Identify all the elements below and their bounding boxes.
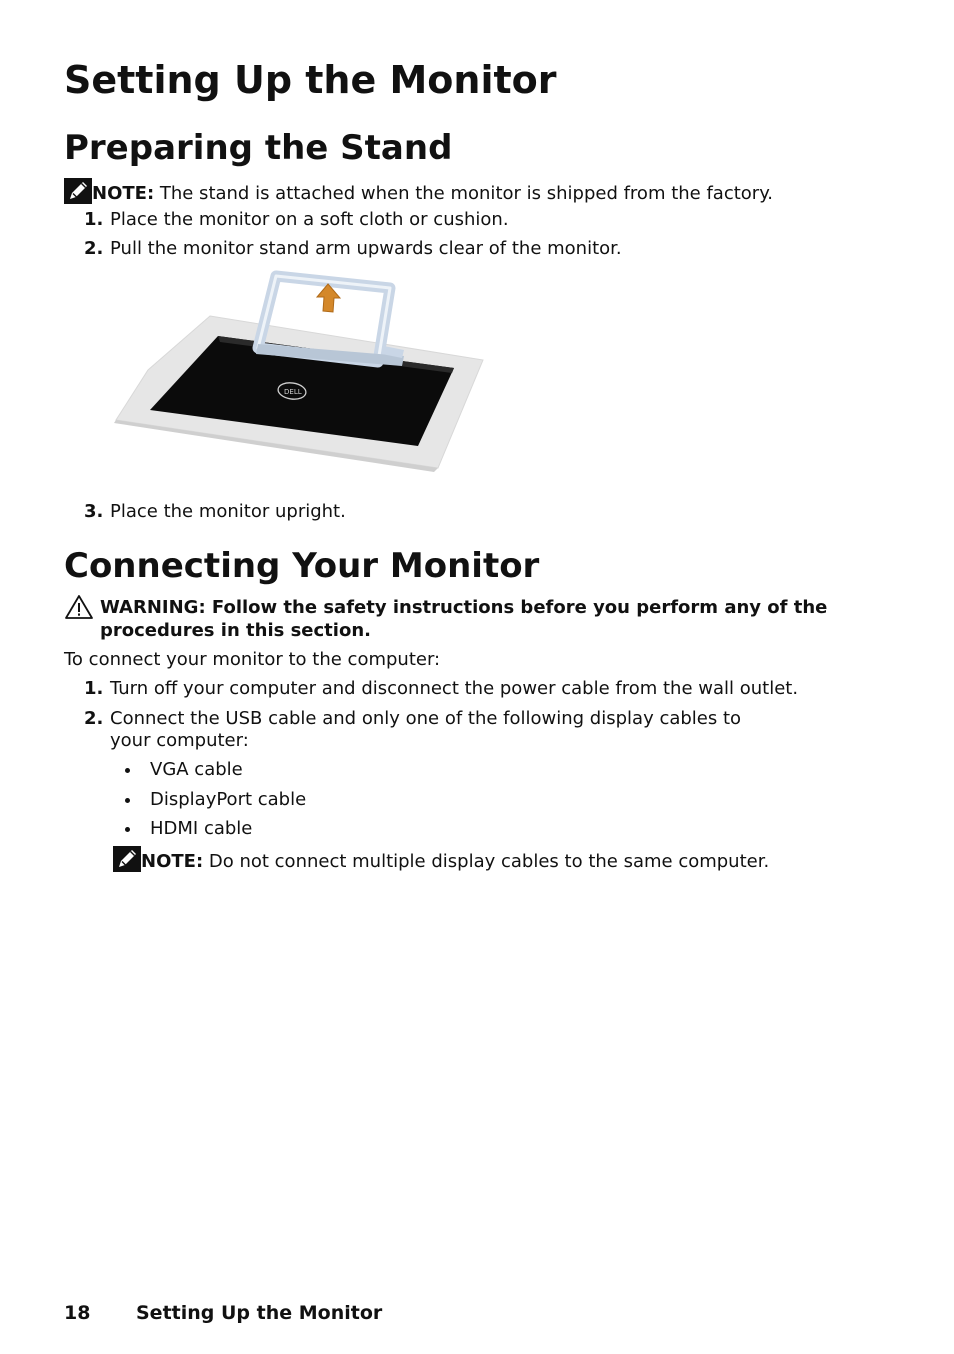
section-heading-preparing-stand: Preparing the Stand: [64, 128, 453, 168]
page-number: 18: [64, 1302, 91, 1324]
warning-triangle-icon: [64, 594, 94, 620]
step-item: [84, 500, 103, 523]
pencil-note-icon: [113, 846, 141, 872]
note-label: NOTE:: [141, 851, 204, 872]
step-text-line-2: your computer:: [110, 730, 249, 751]
step-number: 2.: [84, 708, 104, 729]
dell-logo-icon: DELL: [284, 388, 302, 396]
step-number: 1.: [84, 209, 104, 230]
pencil-note-icon: [64, 178, 92, 204]
note-label: NOTE:: [92, 183, 155, 204]
note-multiple-cables: [113, 846, 769, 873]
warning-line-2: procedures in this section.: [100, 620, 371, 641]
bullet-icon: [125, 798, 130, 803]
step-item: [84, 677, 103, 700]
bullet-icon: [125, 827, 130, 832]
step-text: Turn off your computer and disconnect the power cable from the wall outlet.: [110, 678, 799, 699]
footer-title: Setting Up the Monitor: [136, 1302, 383, 1324]
step-text: Place the monitor upright.: [110, 501, 346, 522]
warning-line-1: WARNING: Follow the safety instructions before you perform any of the: [100, 597, 828, 618]
step-text: Pull the monitor stand arm upwards clear of the monitor.: [110, 238, 622, 259]
step-number: 3.: [84, 501, 104, 522]
step-item: [84, 237, 103, 260]
step-text-line-1: Connect the USB cable and only one of the following display cables to: [110, 708, 742, 729]
bullet-icon: [125, 768, 130, 773]
intro-text: To connect your monitor to the computer:: [64, 649, 441, 670]
note-text: The stand is attached when the monitor is shipped from the factory.: [154, 183, 774, 204]
step-item: [84, 208, 103, 231]
step-number: 2.: [84, 238, 104, 259]
section-heading-connecting-monitor: Connecting Your Monitor: [64, 546, 540, 586]
page-title: Setting Up the Monitor: [64, 58, 557, 102]
step-text: Place the monitor on a soft cloth or cushion.: [110, 209, 509, 230]
list-item: VGA cable: [150, 759, 243, 780]
step-number: 1.: [84, 678, 104, 699]
step-item: [84, 707, 103, 730]
note-stand-attached: [64, 178, 773, 205]
up-arrow-icon: [317, 284, 340, 312]
list-item: HDMI cable: [150, 818, 253, 839]
note-text: Do not connect multiple display cables to the same computer.: [203, 851, 770, 872]
list-item: DisplayPort cable: [150, 789, 307, 810]
monitor-stand-illustration: [108, 270, 488, 475]
